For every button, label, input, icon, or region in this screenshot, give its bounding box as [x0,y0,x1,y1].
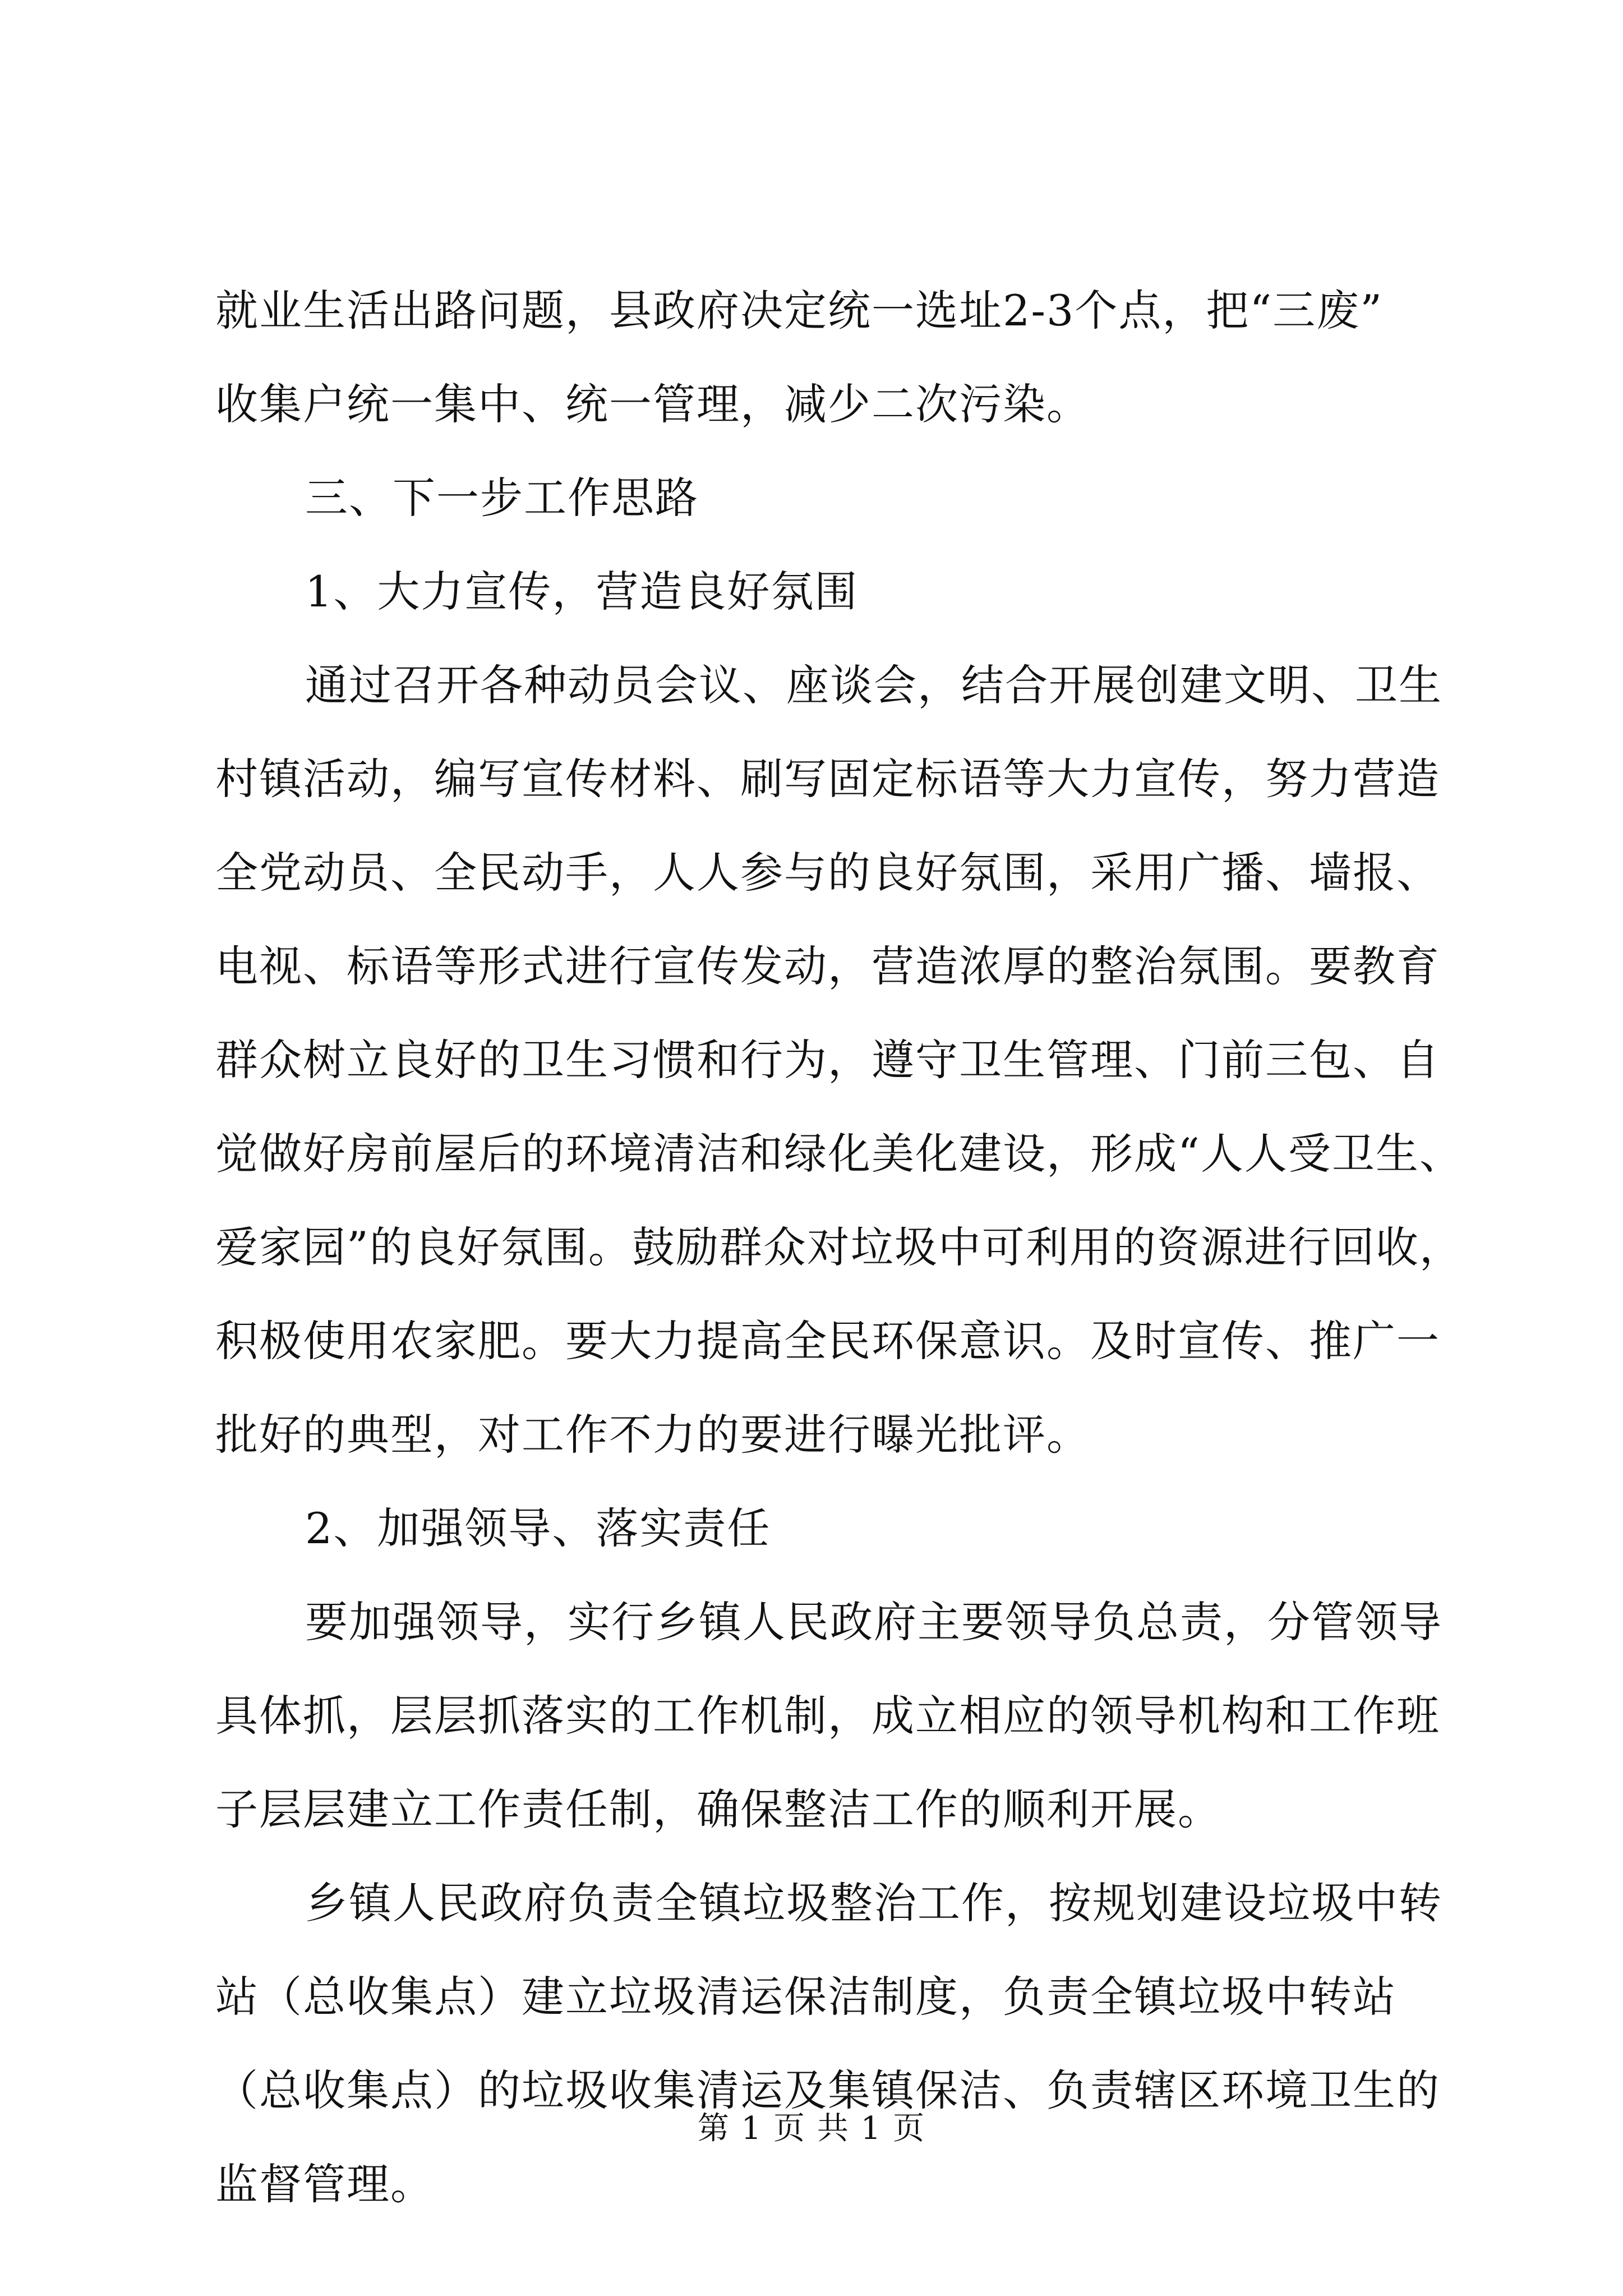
paragraph-line: 全党动员、全民动手，人人参与的良好氛围，采用广播、墙报、 [215,848,1440,898]
paragraph-line: 觉做好房前屋后的环境清洁和绿化美化建设，形成“人人受卫生、 [215,1129,1463,1179]
paragraph-line: 批好的典型，对工作不力的要进行曝光批评。 [215,1410,1090,1460]
paragraph-line: 积极使用农家肥。要大力提高全民环保意识。及时宣传、推广一 [215,1316,1440,1366]
paragraph-line: 乡镇人民政府负责全镇垃圾整治工作，按规划建设垃圾中转 [305,1878,1442,1928]
page-number: 第 1 页 共 1 页 [697,2110,926,2147]
paragraph-line: 子层层建立工作责任制，确保整洁工作的顺利开展。 [215,1784,1221,1834]
subsection-heading: 2、加强领导、落实责任 [305,1503,771,1553]
document-body [215,264,1463,2231]
paragraph-line: 电视、标语等形式进行宣传发动，营造浓厚的整治氛围。要教育 [215,941,1440,991]
paragraph-line: 群众树立良好的卫生习惯和行为，遵守卫生管理、门前三包、自 [215,1035,1440,1085]
paragraph-line: 通过召开各种动员会议、座谈会，结合开展创建文明、卫生 [305,660,1442,710]
paragraph-line: 爱家园”的良好氛围。鼓励群众对垃圾中可利用的资源进行回收， [215,1222,1463,1272]
paragraph-line: 村镇活动，编写宣传材料、刷写固定标语等大力宣传，努力营造 [215,754,1440,804]
section-heading: 三、下一步工作思路 [305,473,699,523]
paragraph-line: 站（总收集点）建立垃圾清运保洁制度，负责全镇垃圾中转站 [215,1972,1396,2022]
paragraph-line: （总收集点）的垃圾收集清运及集镇保洁、负责辖区环境卫生的 [215,2065,1440,2115]
paragraph-line: 监督管理。 [215,2159,434,2209]
page-footer [0,2109,1623,2148]
paragraph-line: 具体抓，层层抓落实的工作机制，成立相应的领导机构和工作班 [215,1691,1440,1741]
paragraph-line: 就业生活出路问题，县政府决定统一选址2-3个点，把“三废” [215,286,1384,335]
paragraph-line: 要加强领导，实行乡镇人民政府主要领导负总责，分管领导 [305,1597,1442,1647]
subsection-heading: 1、大力宣传，营造良好氛围 [305,567,859,616]
paragraph-line: 收集户统一集中、统一管理，减少二次污染。 [215,379,1090,429]
